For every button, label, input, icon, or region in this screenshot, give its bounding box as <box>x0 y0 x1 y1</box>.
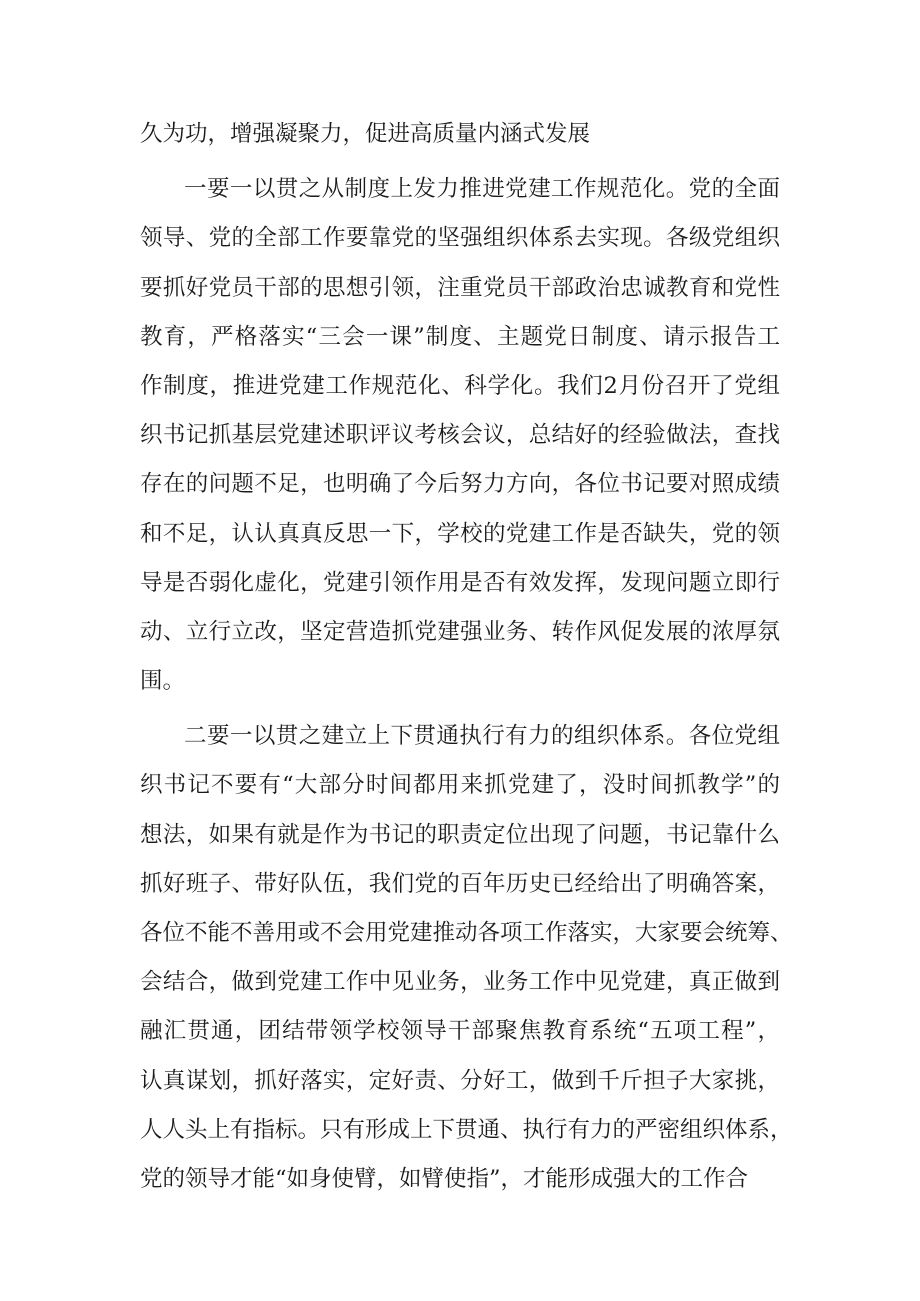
text-line: 织书记抓基层党建述职评议考核会议，总结好的经验做法，查找 <box>140 422 780 449</box>
text-line: 抓好班子、带好队伍，我们党的百年历史已经给出了明确答案， <box>140 870 780 897</box>
text-line: 党的领导才能“如身使臂，如臂使指”，才能形成强大的工作合 <box>140 1165 749 1192</box>
text-line: 领导、党的全部工作要靠党的坚强组织体系去实现。各级党组织 <box>140 225 780 252</box>
text-line: 动、立行立改，坚定营造抓党建强业务、转作风促发展的浓厚氛 <box>140 618 780 645</box>
text-line: 各位不能不善用或不会用党建推动各项工作落实，大家要会统筹、 <box>140 920 793 946</box>
paragraph <box>140 165 780 706</box>
text-line: 导是否弱化虚化，党建引领作用是否有效发挥，发现问题立即行 <box>140 569 780 596</box>
text-line: 一要一以贯之从制度上发力推进党建工作规范化。党的全面 <box>184 176 780 203</box>
paragraph <box>140 110 780 159</box>
text-line: 久为功，增强凝聚力，促进高质量内涵式发展 <box>140 121 591 147</box>
text-line: 二要一以贯之建立上下贯通执行有力的组织体系。各位党组 <box>184 723 780 750</box>
text-line: 要抓好党员干部的思想引领，注重党员干部政治忠诚教育和党性 <box>140 274 780 301</box>
text-line: 围。 <box>140 668 186 695</box>
text-line: 织书记不要有“大部分时间都用来抓党建了，没时间抓教学”的 <box>140 772 780 799</box>
text-line: 教育，严格落实“三会一课”制度、主题党日制度、请示报告工 <box>140 323 780 350</box>
text-line: 存在的问题不足，也明确了今后努力方向，各位书记要对照成绩 <box>140 471 780 498</box>
text-line: 认真谋划，抓好落实，定好责、分好工，做到千斤担子大家挑， <box>140 1067 780 1094</box>
text-line: 作制度，推进党建工作规范化、科学化。我们2月份召开了党组 <box>140 372 780 399</box>
text-line: 人人头上有指标。只有形成上下贯通、执行有力的严密组织体系， <box>140 1116 793 1143</box>
paragraph <box>140 712 793 1204</box>
text-line: 想法，如果有就是作为书记的职责定位出现了问题，书记靠什么 <box>140 821 780 848</box>
body-text <box>140 110 793 1204</box>
text-line: 融汇贯通，团结带领学校领导干部聚焦教育系统“五项工程”， <box>140 1018 780 1045</box>
text-line: 会结合，做到党建工作中见业务，业务工作中见党建，真正做到 <box>140 969 780 996</box>
text-line: 和不足，认认真真反思一下，学校的党建工作是否缺失，党的领 <box>140 520 780 547</box>
